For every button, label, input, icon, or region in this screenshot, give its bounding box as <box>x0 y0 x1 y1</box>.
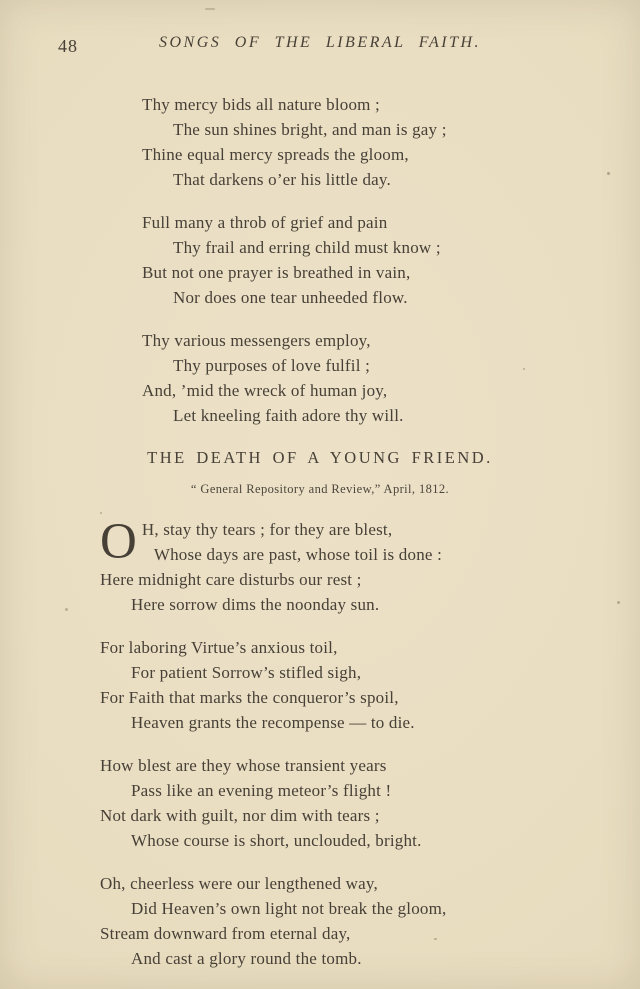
page-number: 48 <box>58 36 78 56</box>
poem-line: H, stay thy tears ; for they are blest, <box>141 520 393 539</box>
scan-speck <box>100 512 102 514</box>
poem-line: Whose course is short, unclouded, bright. <box>131 831 422 850</box>
poem-line: And, ’mid the wreck of human joy, <box>142 381 388 400</box>
page-header <box>0 0 640 64</box>
poem-line: Stream downward from eternal day, <box>100 924 351 943</box>
poem-line: Heaven grants the recompense — to die. <box>131 713 415 732</box>
poem-line: Whose days are past, whose toil is done : <box>153 545 443 564</box>
poem-line: Pass like an evening meteor’s flight ! <box>131 781 392 800</box>
scan-speck <box>434 938 437 940</box>
poem-attribution: “ General Repository and Review,” April, 1812. <box>190 482 450 496</box>
dropcap-initial: O <box>100 514 137 570</box>
poem-line: Here midnight care disturbs our rest ; <box>100 570 362 589</box>
opening-lines <box>142 517 442 567</box>
poem-line: For laboring Virtue’s anxious toil, <box>100 638 338 657</box>
poem-line: For patient Sorrow’s stifled sigh, <box>131 663 362 682</box>
poem-line: Did Heaven’s own light not break the gloom, <box>131 899 447 918</box>
stanza <box>100 871 640 971</box>
poem-line: For Faith that marks the conqueror’s spoil, <box>100 688 399 707</box>
poem-line: And cast a glory round the tomb. <box>131 949 362 968</box>
stanza <box>142 210 640 310</box>
poem-line: Nor does one tear unheeded flow. <box>173 288 408 307</box>
poem-line: How blest are they whose transient years <box>100 756 387 775</box>
scan-speck <box>607 172 610 175</box>
poem-continuation <box>142 92 640 428</box>
poem-line: Full many a throb of grief and pain <box>142 213 388 232</box>
poem-line: Thy purposes of love fulfil ; <box>173 356 371 375</box>
poem-title: THE DEATH OF A YOUNG FRIEND. <box>147 448 493 467</box>
poem-line: Let kneeling faith adore thy will. <box>173 406 404 425</box>
poem-body <box>100 514 640 971</box>
poem-line: Oh, cheerless were our lengthened way, <box>100 874 378 893</box>
stanza <box>100 514 640 617</box>
poem-line: Thine equal mercy spreads the gloom, <box>142 145 409 164</box>
stanza <box>100 753 640 853</box>
scan-speck <box>523 368 525 370</box>
stanza <box>100 635 640 735</box>
stanza <box>142 328 640 428</box>
scan-speck <box>617 601 620 604</box>
poem-line: Thy frail and erring child must know ; <box>173 238 441 257</box>
poem-line: Thy various messengers employ, <box>142 331 371 350</box>
poem-line: Thy mercy bids all nature bloom ; <box>142 95 380 114</box>
opening-row <box>100 514 640 570</box>
running-title: SONGS OF THE LIBERAL FAITH. <box>158 34 482 51</box>
poem-line: That darkens o’er his little day. <box>173 170 391 189</box>
poem-line: Not dark with guilt, nor dim with tears ; <box>100 806 380 825</box>
scan-speck <box>205 8 215 10</box>
poem-line: The sun shines bright, and man is gay ; <box>173 120 447 139</box>
stanza <box>142 92 640 192</box>
scan-speck <box>65 608 68 611</box>
poem-line: Here sorrow dims the noonday sun. <box>131 595 380 614</box>
poem-line: But not one prayer is breathed in vain, <box>142 263 411 282</box>
